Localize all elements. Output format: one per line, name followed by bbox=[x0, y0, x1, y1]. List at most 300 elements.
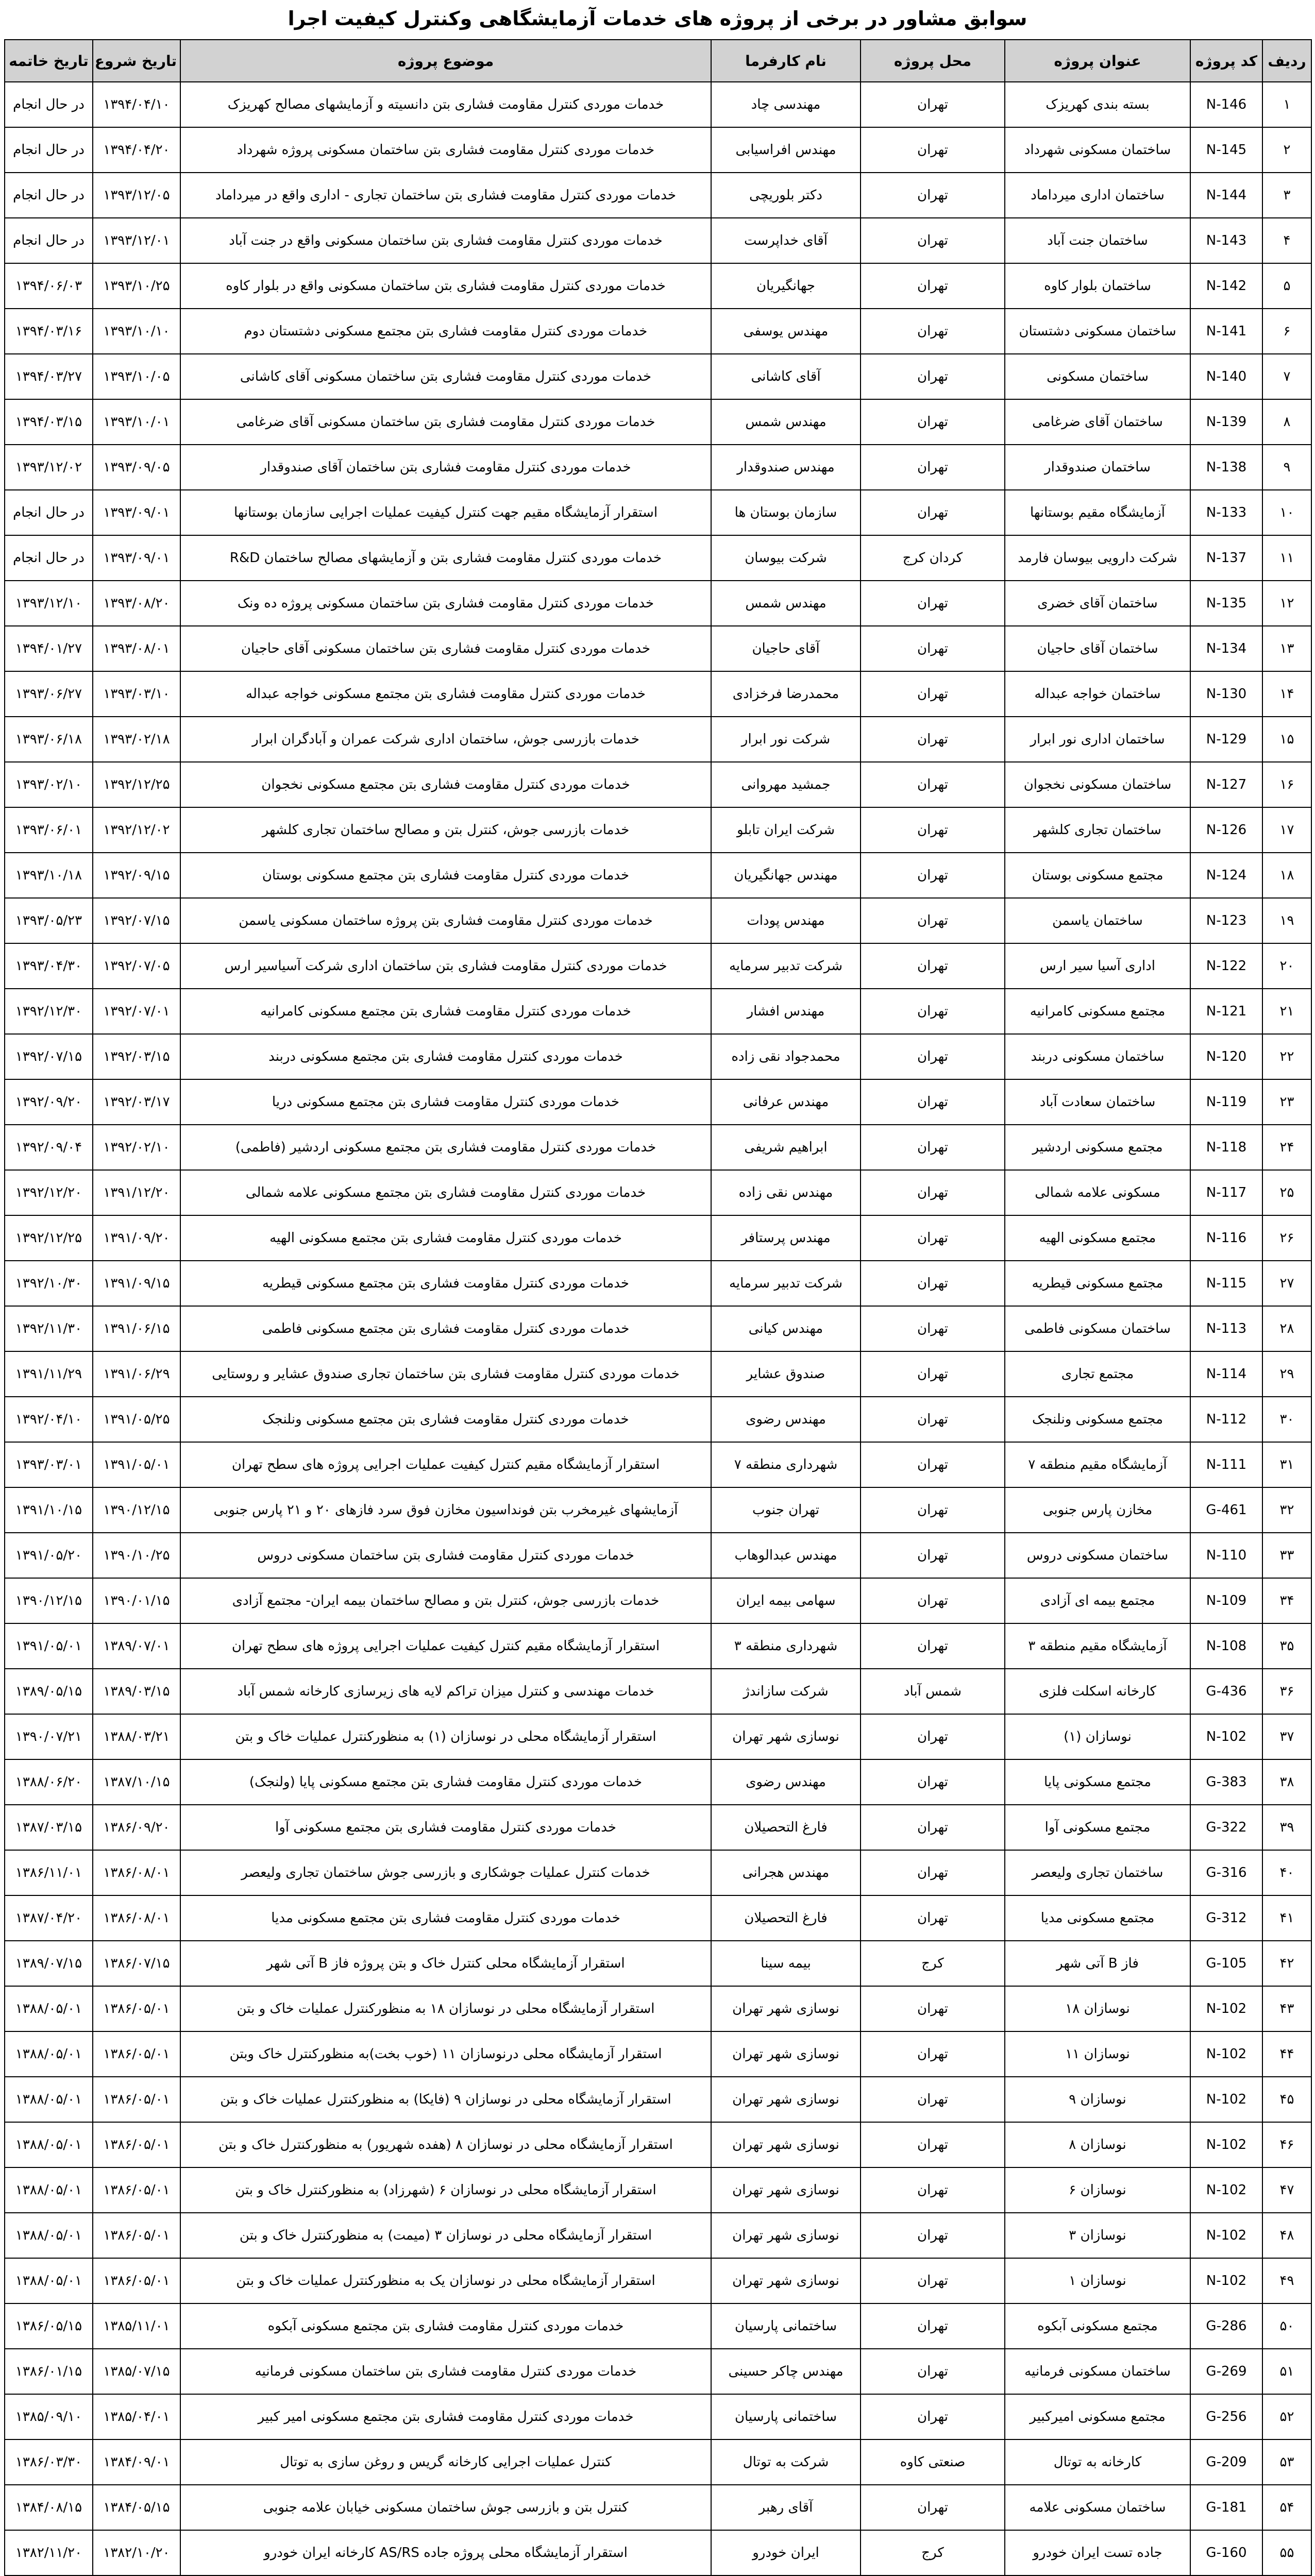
cell-project-code: N-137 bbox=[1190, 535, 1262, 581]
cell-employer-name: شرکت تدبیر سرمایه bbox=[711, 1261, 861, 1306]
cell-project-location: تهران bbox=[861, 1759, 1005, 1805]
cell-employer-name: نوسازی شهر تهران bbox=[711, 2167, 861, 2213]
cell-start-date: ۱۳۹۰/۱۰/۲۵ bbox=[93, 1533, 180, 1578]
cell-project-title: نوسازان ۱۱ bbox=[1005, 2031, 1190, 2077]
cell-project-title: ساختمان آقای ضرغامی bbox=[1005, 399, 1190, 445]
cell-project-subject: خدمات موردی کنترل مقاومت فشاری بتن مجتمع مسکونی نخجوان bbox=[180, 762, 711, 807]
cell-end-date: ۱۳۸۸/۰۵/۰۱ bbox=[5, 2077, 93, 2122]
cell-project-code: N-140 bbox=[1190, 354, 1262, 399]
cell-project-location: تهران bbox=[861, 2213, 1005, 2258]
cell-project-location: تهران bbox=[861, 399, 1005, 445]
table-row bbox=[5, 2439, 1311, 2485]
cell-project-code: N-102 bbox=[1190, 2122, 1262, 2167]
cell-end-date: ۱۳۸۶/۰۳/۳۰ bbox=[5, 2439, 93, 2485]
table-row bbox=[5, 1442, 1311, 1487]
cell-start-date: ۱۳۹۰/۱۲/۱۵ bbox=[93, 1487, 180, 1533]
cell-end-date: ۱۳۹۴/۰۳/۱۶ bbox=[5, 309, 93, 354]
table-row bbox=[5, 1805, 1311, 1850]
cell-start-date: ۱۳۹۳/۰۹/۰۱ bbox=[93, 490, 180, 535]
cell-project-code: G-256 bbox=[1190, 2394, 1262, 2439]
cell-project-location: کردان کرج bbox=[861, 535, 1005, 581]
cell-end-date: ۱۳۹۴/۰۳/۲۷ bbox=[5, 354, 93, 399]
cell-project-location: تهران bbox=[861, 989, 1005, 1034]
cell-start-date: ۱۳۹۱/۰۶/۲۹ bbox=[93, 1351, 180, 1397]
cell-project-code: N-142 bbox=[1190, 263, 1262, 309]
cell-row-number: ۱۱ bbox=[1262, 535, 1311, 581]
cell-end-date: ۱۳۹۳/۱۲/۱۰ bbox=[5, 581, 93, 626]
cell-project-subject: استقرار آزمایشگاه محلی در نوسازان یک به منظورکنترل عملیات خاک و بتن bbox=[180, 2258, 711, 2303]
cell-end-date: ۱۳۹۱/۱۰/۱۵ bbox=[5, 1487, 93, 1533]
cell-project-subject: خدمات موردی کنترل مقاومت فشاری بتن مجتمع مسکونی فاطمی bbox=[180, 1306, 711, 1351]
cell-project-location: تهران bbox=[861, 173, 1005, 218]
cell-project-code: N-134 bbox=[1190, 626, 1262, 671]
cell-project-location: تهران bbox=[861, 581, 1005, 626]
cell-row-number: ۲۲ bbox=[1262, 1034, 1311, 1079]
cell-project-code: N-122 bbox=[1190, 943, 1262, 989]
cell-start-date: ۱۳۸۶/۰۵/۰۱ bbox=[93, 2031, 180, 2077]
cell-end-date: ۱۳۸۶/۰۱/۱۵ bbox=[5, 2349, 93, 2394]
cell-project-subject: استقرار آزمایشگاه محلی کنترل خاک و بتن پروژه فاز B آتی شهر bbox=[180, 1941, 711, 1986]
cell-row-number: ۸ bbox=[1262, 399, 1311, 445]
cell-project-subject: خدمات موردی کنترل مقاومت فشاری بتن مجتمع مسکونی ونلنجک bbox=[180, 1397, 711, 1442]
cell-project-title: شرکت دارویی بیوسان فارمد bbox=[1005, 535, 1190, 581]
cell-project-subject: استقرار آزمایشگاه مقیم جهت کنترل کیفیت عملیات اجرایی سازمان بوستانها bbox=[180, 490, 711, 535]
cell-row-number: ۳۳ bbox=[1262, 1533, 1311, 1578]
cell-project-subject: خدمات کنترل عملیات جوشکاری و بازرسی جوش ساختمان تجاری ولیعصر bbox=[180, 1850, 711, 1895]
cell-end-date: در حال انجام bbox=[5, 82, 93, 127]
cell-end-date: ۱۳۸۸/۰۵/۰۱ bbox=[5, 2258, 93, 2303]
cell-project-code: N-116 bbox=[1190, 1215, 1262, 1261]
table-row bbox=[5, 1215, 1311, 1261]
cell-employer-name: مهندس افشار bbox=[711, 989, 861, 1034]
cell-end-date: ۱۳۹۲/۰۷/۱۵ bbox=[5, 1034, 93, 1079]
cell-project-subject: کنترل عملیات اجرایی کارخانه گریس و روغن سازی به توتال bbox=[180, 2439, 711, 2485]
cell-project-title: نوسازان ۸ bbox=[1005, 2122, 1190, 2167]
cell-row-number: ۳ bbox=[1262, 173, 1311, 218]
cell-row-number: ۳۸ bbox=[1262, 1759, 1311, 1805]
cell-project-subject: خدمات موردی کنترل مقاومت فشاری بتن مجتمع مسکونی آوا bbox=[180, 1805, 711, 1850]
cell-end-date: ۱۳۸۸/۰۵/۰۱ bbox=[5, 2167, 93, 2213]
cell-project-title: ساختمان مسکونی شهرداد bbox=[1005, 127, 1190, 173]
cell-start-date: ۱۳۸۶/۰۹/۲۰ bbox=[93, 1805, 180, 1850]
cell-start-date: ۱۳۹۱/۰۹/۱۵ bbox=[93, 1261, 180, 1306]
cell-start-date: ۱۳۹۳/۱۰/۰۱ bbox=[93, 399, 180, 445]
cell-project-subject: استقرار آزمایشگاه مقیم کنترل کیفیت عملیات اجرایی پروژه های سطح تهران bbox=[180, 1442, 711, 1487]
cell-employer-name: شهرداری منطقه ۳ bbox=[711, 1623, 861, 1669]
column-header-project-code: کد پروژه bbox=[1190, 40, 1262, 82]
cell-project-code: N-114 bbox=[1190, 1351, 1262, 1397]
table-row bbox=[5, 581, 1311, 626]
cell-start-date: ۱۳۹۱/۰۵/۰۱ bbox=[93, 1442, 180, 1487]
table-row bbox=[5, 2167, 1311, 2213]
cell-project-subject: خدمات بازرسی جوش، کنترل بتن و مصالح ساختمان تجاری کلشهر bbox=[180, 807, 711, 853]
cell-end-date: در حال انجام bbox=[5, 490, 93, 535]
table-row bbox=[5, 2122, 1311, 2167]
cell-project-code: N-139 bbox=[1190, 399, 1262, 445]
cell-start-date: ۱۳۹۴/۰۴/۱۰ bbox=[93, 82, 180, 127]
cell-project-subject: خدمات موردی کنترل مقاومت فشاری بتن مجتمع مسکونی پایا (ولنجک) bbox=[180, 1759, 711, 1805]
cell-project-subject: خدمات موردی کنترل مقاومت فشاری بتن ساختمان مسکونی پروژه شهرداد bbox=[180, 127, 711, 173]
table-row bbox=[5, 2031, 1311, 2077]
cell-project-location: تهران bbox=[861, 1397, 1005, 1442]
cell-project-subject: خدمات موردی کنترل مقاومت فشاری بتن ساختمان مسکونی واقع در جنت آباد bbox=[180, 218, 711, 263]
cell-employer-name: شرکت نور ابرار bbox=[711, 717, 861, 762]
cell-employer-name: مهندس عبدالوهاب bbox=[711, 1533, 861, 1578]
cell-project-location: تهران bbox=[861, 1850, 1005, 1895]
cell-employer-name: فارغ التحصیلان bbox=[711, 1805, 861, 1850]
cell-project-title: جاده تست ایران خودرو bbox=[1005, 2530, 1190, 2575]
page-title: سوابق مشاور در برخی از پروژه های خدمات آزمایشگاهی وکنترل کیفیت اجرا bbox=[288, 7, 1027, 30]
cell-start-date: ۱۳۹۲/۰۳/۱۵ bbox=[93, 1034, 180, 1079]
cell-project-code: N-119 bbox=[1190, 1079, 1262, 1125]
cell-project-subject: خدمات موردی کنترل مقاومت فشاری بتن ساختمان مسکونی فرمانیه bbox=[180, 2349, 711, 2394]
cell-start-date: ۱۳۹۳/۱۰/۲۵ bbox=[93, 263, 180, 309]
cell-employer-name: نوسازی شهر تهران bbox=[711, 1986, 861, 2031]
cell-end-date: ۱۳۸۹/۰۵/۱۵ bbox=[5, 1669, 93, 1714]
cell-project-location: تهران bbox=[861, 1351, 1005, 1397]
cell-project-title: ساختمان خواجه عبداله bbox=[1005, 671, 1190, 717]
cell-row-number: ۲ bbox=[1262, 127, 1311, 173]
cell-row-number: ۴۱ bbox=[1262, 1895, 1311, 1941]
cell-project-code: N-108 bbox=[1190, 1623, 1262, 1669]
table-row bbox=[5, 1986, 1311, 2031]
cell-employer-name: مهندس یوسفی bbox=[711, 309, 861, 354]
cell-project-location: تهران bbox=[861, 1125, 1005, 1170]
cell-project-code: N-102 bbox=[1190, 2258, 1262, 2303]
cell-start-date: ۱۳۹۱/۱۲/۲۰ bbox=[93, 1170, 180, 1215]
cell-project-location: تهران bbox=[861, 1034, 1005, 1079]
cell-project-title: ساختمان مسکونی دربند bbox=[1005, 1034, 1190, 1079]
cell-row-number: ۱۸ bbox=[1262, 853, 1311, 898]
cell-end-date: ۱۳۹۱/۰۵/۰۱ bbox=[5, 1623, 93, 1669]
cell-project-subject: خدمات موردی کنترل مقاومت فشاری بتن مجتمع مسکونی مدیا bbox=[180, 1895, 711, 1941]
cell-project-location: تهران bbox=[861, 490, 1005, 535]
table-row bbox=[5, 2485, 1311, 2530]
cell-project-title: نوسازان ۱۸ bbox=[1005, 1986, 1190, 2031]
cell-row-number: ۱۲ bbox=[1262, 581, 1311, 626]
table-row bbox=[5, 898, 1311, 943]
cell-start-date: ۱۳۹۲/۱۲/۲۵ bbox=[93, 762, 180, 807]
cell-end-date: ۱۳۹۲/۱۲/۳۰ bbox=[5, 989, 93, 1034]
table-row bbox=[5, 1533, 1311, 1578]
cell-employer-name: شرکت سازاندژ bbox=[711, 1669, 861, 1714]
cell-project-code: N-126 bbox=[1190, 807, 1262, 853]
cell-project-title: مجتمع مسکونی بوستان bbox=[1005, 853, 1190, 898]
cell-start-date: ۱۳۹۰/۰۱/۱۵ bbox=[93, 1578, 180, 1623]
cell-start-date: ۱۳۸۴/۰۵/۱۵ bbox=[93, 2485, 180, 2530]
table-row bbox=[5, 535, 1311, 581]
cell-project-title: ساختمان تجاری ولیعصر bbox=[1005, 1850, 1190, 1895]
cell-project-location: صنعتی کاوه bbox=[861, 2439, 1005, 2485]
cell-project-subject: خدمات موردی کنترل مقاومت فشاری بتن مجتمع مسکونی بوستان bbox=[180, 853, 711, 898]
cell-start-date: ۱۳۹۳/۰۸/۲۰ bbox=[93, 581, 180, 626]
cell-start-date: ۱۳۸۶/۰۵/۰۱ bbox=[93, 2167, 180, 2213]
column-header-start-date: تاریخ شروع bbox=[93, 40, 180, 82]
cell-end-date: در حال انجام bbox=[5, 173, 93, 218]
cell-project-location: تهران bbox=[861, 1215, 1005, 1261]
cell-project-code: G-160 bbox=[1190, 2530, 1262, 2575]
cell-employer-name: بیمه سینا bbox=[711, 1941, 861, 1986]
cell-project-code: N-123 bbox=[1190, 898, 1262, 943]
cell-row-number: ۴۲ bbox=[1262, 1941, 1311, 1986]
table-row bbox=[5, 626, 1311, 671]
cell-end-date: ۱۳۸۶/۱۱/۰۱ bbox=[5, 1850, 93, 1895]
cell-project-title: مجتمع مسکونی الهیه bbox=[1005, 1215, 1190, 1261]
cell-start-date: ۱۳۹۳/۰۹/۰۵ bbox=[93, 445, 180, 490]
cell-end-date: ۱۳۸۵/۰۹/۱۰ bbox=[5, 2394, 93, 2439]
cell-project-location: تهران bbox=[861, 1533, 1005, 1578]
cell-row-number: ۱۹ bbox=[1262, 898, 1311, 943]
cell-project-location: تهران bbox=[861, 445, 1005, 490]
table-row bbox=[5, 1578, 1311, 1623]
cell-employer-name: محمدرضا فرخزادی bbox=[711, 671, 861, 717]
cell-project-title: کارخانه اسکلت فلزی bbox=[1005, 1669, 1190, 1714]
cell-row-number: ۱۴ bbox=[1262, 671, 1311, 717]
cell-employer-name: ساختمانی پارسیان bbox=[711, 2394, 861, 2439]
table-row bbox=[5, 399, 1311, 445]
cell-project-location: تهران bbox=[861, 1895, 1005, 1941]
table-row bbox=[5, 1714, 1311, 1759]
cell-project-title: ساختمان مسکونی فاطمی bbox=[1005, 1306, 1190, 1351]
cell-end-date: ۱۳۹۳/۰۲/۱۰ bbox=[5, 762, 93, 807]
table-row bbox=[5, 1351, 1311, 1397]
cell-start-date: ۱۳۸۶/۰۷/۱۵ bbox=[93, 1941, 180, 1986]
cell-project-location: تهران bbox=[861, 717, 1005, 762]
cell-project-code: N-146 bbox=[1190, 82, 1262, 127]
cell-project-title: ساختمان مسکونی نخجوان bbox=[1005, 762, 1190, 807]
table-row bbox=[5, 1941, 1311, 1986]
cell-start-date: ۱۳۸۶/۰۵/۰۱ bbox=[93, 2077, 180, 2122]
cell-employer-name: مهندس شمس bbox=[711, 581, 861, 626]
cell-start-date: ۱۳۸۲/۱۰/۲۰ bbox=[93, 2530, 180, 2575]
table-row bbox=[5, 1034, 1311, 1079]
cell-row-number: ۹ bbox=[1262, 445, 1311, 490]
cell-employer-name: نوسازی شهر تهران bbox=[711, 1714, 861, 1759]
cell-row-number: ۲۵ bbox=[1262, 1170, 1311, 1215]
cell-start-date: ۱۳۹۴/۰۴/۲۰ bbox=[93, 127, 180, 173]
column-header-project-title: عنوان پروژه bbox=[1005, 40, 1190, 82]
table-row bbox=[5, 2077, 1311, 2122]
cell-employer-name: آقای خداپرست bbox=[711, 218, 861, 263]
cell-project-code: N-144 bbox=[1190, 173, 1262, 218]
cell-start-date: ۱۳۸۸/۰۳/۲۱ bbox=[93, 1714, 180, 1759]
cell-project-title: آزمایشگاه مقیم بوستانها bbox=[1005, 490, 1190, 535]
cell-project-code: N-127 bbox=[1190, 762, 1262, 807]
cell-project-code: N-135 bbox=[1190, 581, 1262, 626]
cell-start-date: ۱۳۹۳/۰۲/۱۸ bbox=[93, 717, 180, 762]
cell-end-date: ۱۳۹۲/۰۹/۲۰ bbox=[5, 1079, 93, 1125]
cell-end-date: ۱۳۹۴/۰۱/۲۷ bbox=[5, 626, 93, 671]
cell-project-location: تهران bbox=[861, 127, 1005, 173]
cell-row-number: ۳۶ bbox=[1262, 1669, 1311, 1714]
cell-project-subject: خدمات موردی کنترل مقاومت فشاری بتن مجتمع مسکونی آبکوه bbox=[180, 2303, 711, 2349]
cell-project-subject: خدمات موردی کنترل مقاومت فشاری بتن ساختمان مسکونی پروژه ده ونک bbox=[180, 581, 711, 626]
cell-project-title: مسکونی علامه شمالی bbox=[1005, 1170, 1190, 1215]
table-header-row bbox=[5, 40, 1311, 82]
cell-project-location: تهران bbox=[861, 1170, 1005, 1215]
cell-start-date: ۱۳۸۶/۰۵/۰۱ bbox=[93, 1986, 180, 2031]
cell-employer-name: ایران خودرو bbox=[711, 2530, 861, 2575]
cell-project-subject: خدمات موردی کنترل مقاومت فشاری بتن مجتمع مسکونی دریا bbox=[180, 1079, 711, 1125]
cell-project-location: تهران bbox=[861, 1578, 1005, 1623]
cell-project-location: تهران bbox=[861, 2485, 1005, 2530]
cell-project-title: ساختمان اداری نور ابرار bbox=[1005, 717, 1190, 762]
cell-employer-name: آقای حاجیان bbox=[711, 626, 861, 671]
cell-project-code: N-102 bbox=[1190, 2167, 1262, 2213]
cell-project-title: مجتمع مسکونی پایا bbox=[1005, 1759, 1190, 1805]
cell-project-subject: استقرار آزمایشگاه محلی درنوسازان ۱۱ (خوب بخت)به منظورکنترل خاک وبتن bbox=[180, 2031, 711, 2077]
table-row bbox=[5, 354, 1311, 399]
cell-end-date: ۱۳۹۴/۰۶/۰۳ bbox=[5, 263, 93, 309]
cell-employer-name: مهندس شمس bbox=[711, 399, 861, 445]
cell-project-location: تهران bbox=[861, 263, 1005, 309]
cell-row-number: ۲۹ bbox=[1262, 1351, 1311, 1397]
cell-end-date: ۱۳۹۳/۰۶/۱۸ bbox=[5, 717, 93, 762]
cell-project-subject: استقرار آزمایشگاه محلی در نوسازان ۳ (میمت) به منظورکنترل خاک و بتن bbox=[180, 2213, 711, 2258]
cell-project-title: ساختمان یاسمن bbox=[1005, 898, 1190, 943]
cell-project-title: کارخانه به توتال bbox=[1005, 2439, 1190, 2485]
cell-project-subject: خدمات موردی کنترل مقاومت فشاری بتن مجتمع مسکونی دربند bbox=[180, 1034, 711, 1079]
cell-project-location: تهران bbox=[861, 898, 1005, 943]
cell-project-location: تهران bbox=[861, 762, 1005, 807]
cell-project-title: مجتمع مسکونی آبکوه bbox=[1005, 2303, 1190, 2349]
cell-row-number: ۵۴ bbox=[1262, 2485, 1311, 2530]
cell-project-subject: خدمات موردی کنترل مقاومت فشاری بتن ساختمان مسکونی دروس bbox=[180, 1533, 711, 1578]
cell-start-date: ۱۳۹۲/۰۳/۱۷ bbox=[93, 1079, 180, 1125]
cell-project-location: تهران bbox=[861, 1623, 1005, 1669]
cell-project-subject: خدمات مهندسی و کنترل میزان تراکم لایه های زیرسازی کارخانه شمس آباد bbox=[180, 1669, 711, 1714]
cell-start-date: ۱۳۹۱/۰۹/۲۰ bbox=[93, 1215, 180, 1261]
cell-row-number: ۱۷ bbox=[1262, 807, 1311, 853]
cell-employer-name: شرکت ایران تابلو bbox=[711, 807, 861, 853]
cell-start-date: ۱۳۹۲/۱۲/۰۲ bbox=[93, 807, 180, 853]
cell-end-date: ۱۳۸۲/۱۱/۲۰ bbox=[5, 2530, 93, 2575]
column-header-project-subject: موضوع پروژه bbox=[180, 40, 711, 82]
cell-project-title: مخازن پارس جنوبی bbox=[1005, 1487, 1190, 1533]
cell-project-subject: خدمات موردی کنترل مقاومت فشاری بتن ساختمان تجاری صندوق عشایر و روستایی bbox=[180, 1351, 711, 1397]
cell-project-subject: استقرار آزمایشگاه محلی در نوسازان ۹ (فایکا) به منظورکنترل عملیات خاک و بتن bbox=[180, 2077, 711, 2122]
cell-row-number: ۱۳ bbox=[1262, 626, 1311, 671]
table-row bbox=[5, 1125, 1311, 1170]
cell-start-date: ۱۳۹۲/۰۷/۱۵ bbox=[93, 898, 180, 943]
cell-project-code: G-312 bbox=[1190, 1895, 1262, 1941]
cell-project-subject: کنترل بتن و بازرسی جوش ساختمان مسکونی خیابان علامه جنوبی bbox=[180, 2485, 711, 2530]
cell-employer-name: جهانگیریان bbox=[711, 263, 861, 309]
cell-project-code: N-102 bbox=[1190, 1986, 1262, 2031]
cell-end-date: ۱۳۹۳/۰۶/۲۷ bbox=[5, 671, 93, 717]
cell-row-number: ۵۳ bbox=[1262, 2439, 1311, 2485]
cell-project-code: N-111 bbox=[1190, 1442, 1262, 1487]
cell-project-subject: خدمات موردی کنترل مقاومت فشاری بتن مجتمع مسکونی دشتستان دوم bbox=[180, 309, 711, 354]
cell-project-location: کرج bbox=[861, 1941, 1005, 1986]
cell-project-title: ساختمان آقای حاجیان bbox=[1005, 626, 1190, 671]
cell-start-date: ۱۳۹۳/۰۸/۰۱ bbox=[93, 626, 180, 671]
cell-employer-name: مهندس پودات bbox=[711, 898, 861, 943]
cell-employer-name: محمدجواد نقی زاده bbox=[711, 1034, 861, 1079]
cell-row-number: ۵۲ bbox=[1262, 2394, 1311, 2439]
cell-project-code: G-316 bbox=[1190, 1850, 1262, 1895]
projects-table bbox=[4, 39, 1312, 2576]
cell-employer-name: نوسازی شهر تهران bbox=[711, 2031, 861, 2077]
cell-project-location: تهران bbox=[861, 2031, 1005, 2077]
cell-start-date: ۱۳۹۲/۰۷/۰۱ bbox=[93, 989, 180, 1034]
cell-end-date: ۱۳۸۸/۰۵/۰۱ bbox=[5, 2213, 93, 2258]
cell-project-title: نوسازان ۶ bbox=[1005, 2167, 1190, 2213]
cell-row-number: ۳۱ bbox=[1262, 1442, 1311, 1487]
cell-end-date: ۱۳۹۳/۱۲/۰۲ bbox=[5, 445, 93, 490]
cell-employer-name: آقای کاشانی bbox=[711, 354, 861, 399]
cell-employer-name: آقای رهبر bbox=[711, 2485, 861, 2530]
cell-end-date: ۱۳۹۴/۰۳/۱۵ bbox=[5, 399, 93, 445]
cell-project-subject: استقرار آزمایشگاه محلی در نوسازان ۸ (هفده شهریور) به منظورکنترل خاک و بتن bbox=[180, 2122, 711, 2167]
cell-project-code: G-322 bbox=[1190, 1805, 1262, 1850]
cell-project-title: مجتمع مسکونی امیرکبیر bbox=[1005, 2394, 1190, 2439]
cell-project-code: N-113 bbox=[1190, 1306, 1262, 1351]
cell-project-code: N-102 bbox=[1190, 2077, 1262, 2122]
cell-project-title: ساختمان تجاری کلشهر bbox=[1005, 807, 1190, 853]
table-row bbox=[5, 1306, 1311, 1351]
cell-project-code: N-145 bbox=[1190, 127, 1262, 173]
cell-project-title: ساختمان مسکونی دشتستان bbox=[1005, 309, 1190, 354]
cell-project-code: N-115 bbox=[1190, 1261, 1262, 1306]
cell-row-number: ۴۴ bbox=[1262, 2031, 1311, 2077]
cell-employer-name: مهندس رضوی bbox=[711, 1397, 861, 1442]
table-row bbox=[5, 1487, 1311, 1533]
cell-employer-name: مهندس کیانی bbox=[711, 1306, 861, 1351]
cell-project-code: N-102 bbox=[1190, 2213, 1262, 2258]
cell-project-title: ساختمان مسکونی فرمانیه bbox=[1005, 2349, 1190, 2394]
table-row bbox=[5, 173, 1311, 218]
cell-employer-name: دکتر بلوریچی bbox=[711, 173, 861, 218]
cell-project-code: N-133 bbox=[1190, 490, 1262, 535]
cell-project-location: تهران bbox=[861, 218, 1005, 263]
cell-row-number: ۵۰ bbox=[1262, 2303, 1311, 2349]
cell-project-code: N-112 bbox=[1190, 1397, 1262, 1442]
cell-employer-name: تهران جنوب bbox=[711, 1487, 861, 1533]
cell-employer-name: مهندس افراسیابی bbox=[711, 127, 861, 173]
cell-project-code: N-121 bbox=[1190, 989, 1262, 1034]
cell-project-code: G-286 bbox=[1190, 2303, 1262, 2349]
table-row bbox=[5, 1170, 1311, 1215]
cell-project-subject: خدمات موردی کنترل مقاومت فشاری بتن مجتمع مسکونی کامرانیه bbox=[180, 989, 711, 1034]
cell-project-location: تهران bbox=[861, 807, 1005, 853]
cell-end-date: ۱۳۸۹/۰۷/۱۵ bbox=[5, 1941, 93, 1986]
cell-row-number: ۳۴ bbox=[1262, 1578, 1311, 1623]
cell-project-title: نوسازان ۹ bbox=[1005, 2077, 1190, 2122]
cell-project-code: N-118 bbox=[1190, 1125, 1262, 1170]
cell-end-date: ۱۳۹۲/۰۹/۰۴ bbox=[5, 1125, 93, 1170]
cell-start-date: ۱۳۸۶/۰۵/۰۱ bbox=[93, 2213, 180, 2258]
table-row bbox=[5, 989, 1311, 1034]
cell-row-number: ۱۶ bbox=[1262, 762, 1311, 807]
cell-end-date: ۱۳۹۲/۰۴/۱۰ bbox=[5, 1397, 93, 1442]
table-row bbox=[5, 1850, 1311, 1895]
cell-project-code: N-110 bbox=[1190, 1533, 1262, 1578]
cell-end-date: ۱۳۹۲/۱۲/۲۵ bbox=[5, 1215, 93, 1261]
table-row bbox=[5, 309, 1311, 354]
cell-project-subject: خدمات موردی کنترل مقاومت فشاری بتن ساختمان مسکونی آقای کاشانی bbox=[180, 354, 711, 399]
cell-end-date: ۱۳۹۳/۰۴/۳۰ bbox=[5, 943, 93, 989]
cell-end-date: ۱۳۸۶/۰۵/۱۵ bbox=[5, 2303, 93, 2349]
cell-end-date: ۱۳۸۴/۰۸/۱۵ bbox=[5, 2485, 93, 2530]
cell-start-date: ۱۳۹۳/۱۲/۰۵ bbox=[93, 173, 180, 218]
cell-project-subject: خدمات بازرسی جوش، ساختمان اداری شرکت عمران و آبادگران ابرار bbox=[180, 717, 711, 762]
cell-project-code: G-461 bbox=[1190, 1487, 1262, 1533]
cell-project-title: ساختمان صندوقدار bbox=[1005, 445, 1190, 490]
cell-project-title: ساختمان مسکونی bbox=[1005, 354, 1190, 399]
cell-project-location: تهران bbox=[861, 1442, 1005, 1487]
cell-project-title: فاز B آتی شهر bbox=[1005, 1941, 1190, 1986]
